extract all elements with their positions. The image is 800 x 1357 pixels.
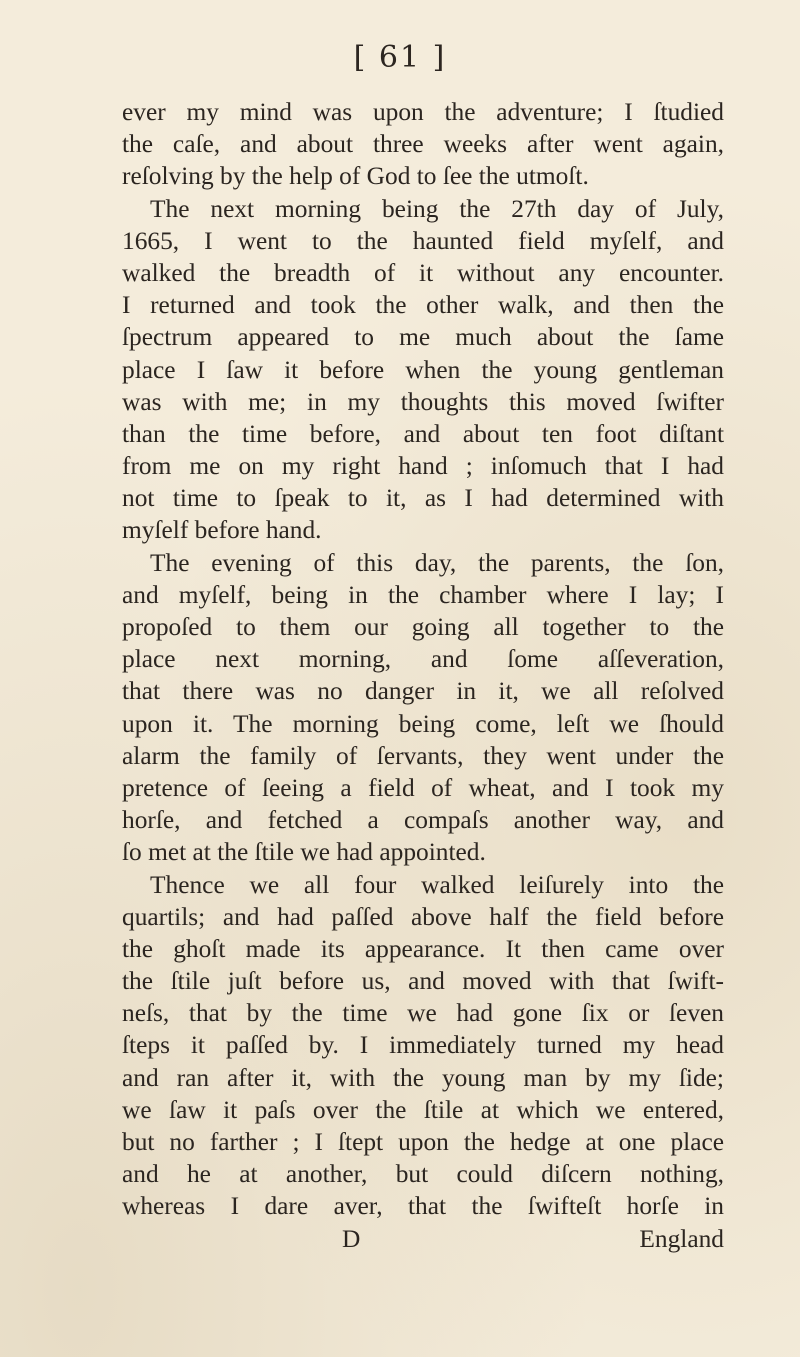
text-line: alarm the family of ſervants, they went under the bbox=[122, 741, 724, 770]
text-line: that there was no danger in it, we all reſolved bbox=[122, 677, 724, 706]
text-line: ſteps it paſſed by. I immediately turned my head bbox=[122, 1031, 724, 1060]
text-line: propoſed to them our going all together to the bbox=[122, 613, 724, 641]
text-line: ever my mind was upon the adventure; I ſtudied bbox=[122, 98, 724, 126]
text-line: and myſelf, being in the chamber where I lay; I bbox=[122, 580, 724, 609]
signature-mark: D bbox=[342, 1224, 361, 1253]
text-line: the caſe, and about three weeks after went again, bbox=[122, 130, 724, 159]
text-line: reſolving by the help of God to ſee the utmoſt. bbox=[122, 162, 589, 191]
text-line: ſpectrum appeared to me much about the ſame bbox=[122, 323, 724, 352]
text-line: whereas I dare aver, that the ſwifteſt horſe in bbox=[122, 1192, 724, 1221]
text-line: ſo met at the ſtile we had appointed. bbox=[122, 838, 486, 867]
page-number: [ 61 ] bbox=[353, 40, 447, 75]
text-line: pretence of ſeeing a field of wheat, and I took my bbox=[122, 773, 724, 802]
text-line: place I ſaw it before when the young gentleman bbox=[122, 355, 724, 384]
text-line: The evening of this day, the parents, the ſon, bbox=[150, 548, 724, 577]
text-line: the ghoſt made its appearance. It then came over bbox=[122, 934, 724, 963]
text-line: was with me; in my thoughts this moved ſwifter bbox=[122, 387, 724, 416]
text-line: myſelf before hand. bbox=[122, 516, 322, 545]
text-line: not time to ſpeak to it, as I had determined with bbox=[122, 484, 724, 513]
text-line: from me on my right hand ; inſomuch that I had bbox=[122, 452, 724, 481]
text-line: upon it. The morning being come, leſt we ſhould bbox=[122, 709, 724, 738]
text-line: 1665, I went to the haunted field myſelf, and bbox=[122, 226, 724, 255]
text-line: neſs, that by the time we had gone ſix or ſeven bbox=[122, 999, 724, 1028]
text-line: but no farther ; I ſtept upon the hedge at one place bbox=[122, 1128, 724, 1156]
text-line: horſe, and fetched a compaſs another way, and bbox=[122, 806, 724, 835]
catchword: England bbox=[639, 1224, 724, 1253]
text-line: and ran after it, with the young man by my ſide; bbox=[122, 1063, 724, 1092]
body-text bbox=[122, 96, 724, 1255]
text-line: I returned and took the other walk, and then the bbox=[122, 291, 724, 320]
text-line: walked the breadth of it without any encounter. bbox=[122, 258, 724, 287]
text-line: the ſtile juſt before us, and moved with that ſwift- bbox=[122, 967, 724, 996]
text-line: Thence we all four walked leiſurely into the bbox=[150, 870, 724, 899]
text-line: quartils; and had paſſed above half the field before bbox=[122, 902, 724, 931]
text-line: and he at another, but could diſcern nothing, bbox=[122, 1160, 724, 1189]
text-line: we ſaw it paſs over the ſtile at which we entered, bbox=[122, 1095, 724, 1124]
text-line: than the time before, and about ten foot diſtant bbox=[122, 419, 724, 448]
catchword-line bbox=[122, 1223, 724, 1255]
text-line: place next morning, and ſome aſſeveration, bbox=[122, 645, 724, 674]
text-line: The next morning being the 27th day of July, bbox=[150, 194, 724, 223]
